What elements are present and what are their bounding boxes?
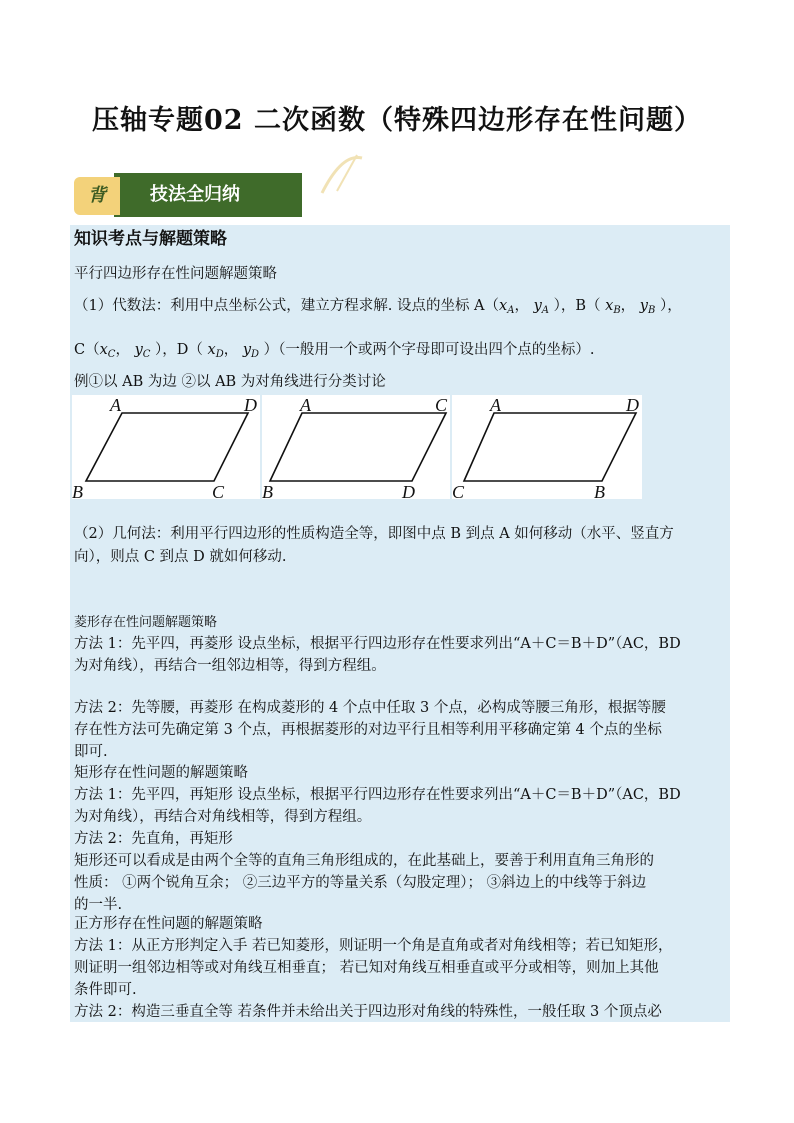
rectangle-heading: 矩形存在性问题的解题策略 — [74, 765, 248, 781]
square-m2-line-1: 方法 2：构造三垂直全等 若条件并未给出关于四边形对角线的特殊性，一般任取 3 个顶点必 — [74, 1004, 662, 1020]
parallelogram-heading: 平行四边形存在性问题解题策略 — [74, 266, 277, 282]
vertex-label: A — [110, 395, 121, 415]
section-banner — [74, 173, 302, 217]
rhombus-m2-line-3: 即可. — [74, 744, 108, 760]
geometry-method-line-1: （2）几何法：利用平行四边形的性质构造全等，即图中点 B 到点 A 如何移动（水平、竖直方 — [74, 526, 674, 542]
vertex-label: A — [490, 395, 501, 415]
square-m1-line-2: 则证明一组邻边相等或对角线互相垂直； 若已知对角线互相垂直或平分或相等，则加上其他 — [74, 960, 659, 976]
rectangle-m2-line-3: 性质： ①两个锐角互余； ②三边平方的等量关系（勾股定理）； ③斜边上的中线等于斜边 — [74, 875, 647, 891]
rectangle-m1-line-2: 为对角线），再结合对角线相等，得到方程组。 — [74, 809, 372, 825]
rectangle-m1-line-1: 方法 1：先平四，再矩形 设点坐标，根据平行四边形存在性要求列出“A＋C＝B＋D”（AC，BD — [74, 787, 681, 803]
vertex-label: D — [626, 395, 639, 415]
vertex-label: C — [435, 395, 448, 415]
vertex-label: C — [212, 482, 225, 499]
rectangle-m2-line-1: 方法 2：先直角，再矩形 — [74, 831, 233, 847]
example-line: 例①以 AB 为边 ②以 AB 为对角线进行分类讨论 — [74, 374, 386, 390]
parallelogram-figure-2 — [262, 395, 450, 499]
square-m1-line-3: 条件即可. — [74, 982, 137, 998]
vertex-label: B — [72, 482, 83, 499]
rhombus-m2-line-2: 存在性方法可先确定第 3 个点，再根据菱形的对边平行且相等利用平移确定第 4 个点的坐标 — [74, 722, 662, 738]
section-heading: 知识考点与解题策略 — [74, 229, 227, 249]
geometry-method-line-2: 向），则点 C 到点 D 就如何移动. — [74, 549, 287, 565]
vertex-label: D — [244, 395, 257, 415]
vertex-label: B — [262, 482, 273, 499]
vertex-label: B — [594, 482, 605, 499]
rhombus-m1-line-2: 为对角线），再结合一组邻边相等，得到方程组。 — [74, 658, 386, 674]
parallelogram-figure-1 — [72, 395, 260, 499]
vertex-label: C — [452, 482, 465, 499]
parallelogram-figure-3 — [452, 395, 642, 499]
page-title: 压轴专题02 二次函数（特殊四边形存在性问题） — [92, 105, 702, 136]
rhombus-heading: 菱形存在性问题解题策略 — [74, 615, 218, 630]
square-m1-line-1: 方法 1：从正方形判定入手 若已知菱形，则证明一个角是直角或者对角线相等；若已知矩形， — [74, 938, 673, 954]
vertex-label: A — [300, 395, 311, 415]
algebra-method-line-1: （1）代数法：利用中点坐标公式，建立方程求解. 设点的坐标 $A(x_A$， $y_A$ ），B（ $x_B$， $y_B$ ）， — [74, 298, 682, 316]
rectangle-m2-line-4: 的一半. — [74, 897, 123, 913]
rhombus-m2-line-1: 方法 2：先等腰，再菱形 在构成菱形的 4 个点中任取 3 个点，必构成等腰三角形，根据等腰 — [74, 700, 666, 716]
vertex-label: D — [402, 482, 415, 499]
banner-label: 技法全归纳 — [114, 173, 302, 217]
rhombus-m1-line-1: 方法 1：先平四，再菱形 设点坐标，根据平行四边形存在性要求列出“A＋C＝B＋D”（AC，BD — [74, 636, 681, 652]
banner-badge: 背 — [74, 177, 120, 215]
square-heading: 正方形存在性问题的解题策略 — [74, 916, 263, 932]
watermark-icon — [312, 143, 372, 203]
rectangle-m2-line-2: 矩形还可以看成是由两个全等的直角三角形组成的，在此基础上，要善于利用直角三角形的 — [74, 853, 654, 869]
algebra-method-line-2: $C(x_C$， $y_C$ ），D（ $x_D$， $y_D$ ）（一般用一个或两个字母即可设出四个点的坐标）. — [74, 342, 595, 360]
